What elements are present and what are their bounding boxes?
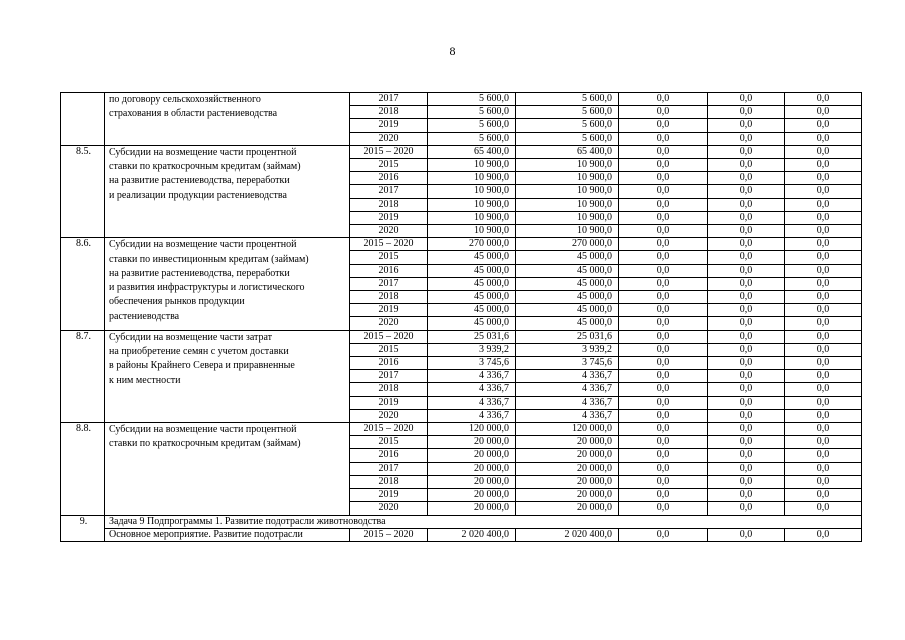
total-cell: 5 600,0 (428, 93, 516, 106)
budget-cell: 2 020 400,0 (516, 528, 619, 541)
total-cell: 20 000,0 (428, 449, 516, 462)
description-line: на развитие растениеводства, переработки (109, 175, 290, 187)
total-cell: 5 600,0 (428, 119, 516, 132)
year-cell: 2016 (350, 357, 428, 370)
budget-cell: 20 000,0 (516, 502, 619, 515)
value-cell: 0,0 (708, 304, 785, 317)
value-cell: 0,0 (619, 291, 708, 304)
year-cell: 2020 (350, 225, 428, 238)
table-row (61, 93, 862, 106)
value-cell: 0,0 (619, 528, 708, 541)
value-cell: 0,0 (785, 225, 862, 238)
year-cell: 2019 (350, 211, 428, 224)
year-cell: 2015 (350, 159, 428, 172)
total-cell: 10 900,0 (428, 159, 516, 172)
value-cell: 0,0 (785, 159, 862, 172)
description-line: Субсидии на возмещение части процентной (109, 424, 297, 436)
year-cell: 2020 (350, 502, 428, 515)
total-cell: 65 400,0 (428, 145, 516, 158)
year-cell: 2015 – 2020 (350, 528, 428, 541)
budget-cell: 10 900,0 (516, 211, 619, 224)
total-cell: 5 600,0 (428, 132, 516, 145)
description-line: и развития инфраструктуры и логистического (109, 282, 305, 294)
item-description: Основное мероприятие. Развитие подотрасли (105, 528, 350, 541)
year-cell: 2019 (350, 396, 428, 409)
value-cell: 0,0 (785, 93, 862, 106)
item-number (61, 93, 105, 146)
value-cell: 0,0 (708, 264, 785, 277)
value-cell: 0,0 (619, 198, 708, 211)
description-line: по договору сельскохозяйственного (109, 94, 261, 105)
description-line: к ним местности (109, 374, 181, 386)
year-cell: 2015 (350, 251, 428, 264)
value-cell: 0,0 (708, 238, 785, 251)
value-cell: 0,0 (785, 489, 862, 502)
value-cell: 0,0 (708, 343, 785, 356)
value-cell: 0,0 (619, 449, 708, 462)
budget-table (60, 92, 862, 542)
year-cell: 2020 (350, 317, 428, 330)
description-line: ставки по краткосрочным кредитам (займам) (109, 438, 301, 450)
value-cell: 0,0 (708, 489, 785, 502)
budget-cell: 65 400,0 (516, 145, 619, 158)
budget-cell: 4 336,7 (516, 409, 619, 422)
value-cell: 0,0 (619, 502, 708, 515)
budget-cell: 5 600,0 (516, 106, 619, 119)
year-cell: 2017 (350, 185, 428, 198)
budget-cell: 4 336,7 (516, 383, 619, 396)
value-cell: 0,0 (785, 106, 862, 119)
value-cell: 0,0 (785, 528, 862, 541)
description-line: на приобретение семян с учетом доставки (109, 345, 289, 357)
budget-cell: 10 900,0 (516, 172, 619, 185)
year-cell: 2015 – 2020 (350, 145, 428, 158)
value-cell: 0,0 (708, 225, 785, 238)
value-cell: 0,0 (785, 211, 862, 224)
value-cell: 0,0 (708, 449, 785, 462)
year-cell: 2019 (350, 119, 428, 132)
item-number: 8.8. (61, 423, 105, 515)
value-cell: 0,0 (785, 409, 862, 422)
total-cell: 45 000,0 (428, 317, 516, 330)
budget-cell: 10 900,0 (516, 198, 619, 211)
task-title: Задача 9 Подпрограммы 1. Развитие подотрасли животноводства (105, 515, 862, 528)
item-description (105, 93, 350, 146)
total-cell: 3 745,6 (428, 357, 516, 370)
total-cell: 45 000,0 (428, 291, 516, 304)
budget-cell: 5 600,0 (516, 93, 619, 106)
total-cell: 2 020 400,0 (428, 528, 516, 541)
value-cell: 0,0 (785, 370, 862, 383)
budget-cell: 10 900,0 (516, 185, 619, 198)
year-cell: 2018 (350, 106, 428, 119)
table-row (61, 145, 862, 158)
budget-cell: 20 000,0 (516, 475, 619, 488)
item-number: 8.6. (61, 238, 105, 330)
year-cell: 2017 (350, 277, 428, 290)
total-cell: 120 000,0 (428, 423, 516, 436)
total-cell: 10 900,0 (428, 198, 516, 211)
description-line: на развитие растениеводства, переработки (109, 267, 290, 279)
description-line: страхования в области растениеводства (109, 108, 278, 120)
description-line: ставки по инвестиционным кредитам (займам) (109, 253, 309, 265)
year-cell: 2017 (350, 462, 428, 475)
value-cell: 0,0 (785, 291, 862, 304)
value-cell: 0,0 (708, 277, 785, 290)
value-cell: 0,0 (785, 502, 862, 515)
value-cell: 0,0 (619, 409, 708, 422)
budget-cell: 20 000,0 (516, 489, 619, 502)
total-cell: 45 000,0 (428, 251, 516, 264)
year-cell: 2019 (350, 304, 428, 317)
budget-cell: 45 000,0 (516, 264, 619, 277)
value-cell: 0,0 (619, 343, 708, 356)
year-cell: 2017 (350, 93, 428, 106)
value-cell: 0,0 (708, 502, 785, 515)
total-cell: 20 000,0 (428, 462, 516, 475)
value-cell: 0,0 (708, 383, 785, 396)
description-line: растениеводства (109, 310, 180, 322)
item-description (105, 423, 350, 515)
value-cell: 0,0 (619, 330, 708, 343)
value-cell: 0,0 (708, 145, 785, 158)
value-cell: 0,0 (619, 396, 708, 409)
year-cell: 2020 (350, 409, 428, 422)
value-cell: 0,0 (785, 330, 862, 343)
value-cell: 0,0 (785, 304, 862, 317)
year-cell: 2020 (350, 132, 428, 145)
value-cell: 0,0 (708, 132, 785, 145)
year-cell: 2018 (350, 291, 428, 304)
total-cell: 10 900,0 (428, 172, 516, 185)
value-cell: 0,0 (708, 396, 785, 409)
year-cell: 2016 (350, 264, 428, 277)
budget-cell: 10 900,0 (516, 159, 619, 172)
year-cell: 2015 (350, 343, 428, 356)
value-cell: 0,0 (708, 172, 785, 185)
value-cell: 0,0 (619, 238, 708, 251)
value-cell: 0,0 (619, 475, 708, 488)
budget-cell: 45 000,0 (516, 317, 619, 330)
value-cell: 0,0 (785, 423, 862, 436)
total-cell: 4 336,7 (428, 370, 516, 383)
value-cell: 0,0 (785, 396, 862, 409)
year-cell: 2018 (350, 198, 428, 211)
total-cell: 4 336,7 (428, 396, 516, 409)
value-cell: 0,0 (708, 93, 785, 106)
value-cell: 0,0 (619, 185, 708, 198)
value-cell: 0,0 (785, 317, 862, 330)
value-cell: 0,0 (708, 436, 785, 449)
value-cell: 0,0 (619, 277, 708, 290)
task-row (61, 515, 862, 528)
total-cell: 10 900,0 (428, 211, 516, 224)
value-cell: 0,0 (619, 251, 708, 264)
value-cell: 0,0 (619, 264, 708, 277)
budget-cell: 45 000,0 (516, 304, 619, 317)
description-line: и реализации продукции растениеводства (109, 189, 287, 201)
total-cell: 270 000,0 (428, 238, 516, 251)
budget-cell: 20 000,0 (516, 449, 619, 462)
value-cell: 0,0 (708, 528, 785, 541)
value-cell: 0,0 (708, 409, 785, 422)
value-cell: 0,0 (619, 370, 708, 383)
total-cell: 25 031,6 (428, 330, 516, 343)
total-cell: 20 000,0 (428, 436, 516, 449)
budget-cell: 20 000,0 (516, 436, 619, 449)
value-cell: 0,0 (785, 238, 862, 251)
value-cell: 0,0 (619, 383, 708, 396)
table-row (61, 238, 862, 251)
value-cell: 0,0 (785, 198, 862, 211)
budget-cell: 4 336,7 (516, 396, 619, 409)
budget-cell: 45 000,0 (516, 291, 619, 304)
value-cell: 0,0 (619, 462, 708, 475)
value-cell: 0,0 (619, 211, 708, 224)
value-cell: 0,0 (708, 475, 785, 488)
value-cell: 0,0 (785, 277, 862, 290)
total-cell: 5 600,0 (428, 106, 516, 119)
value-cell: 0,0 (785, 172, 862, 185)
value-cell: 0,0 (785, 475, 862, 488)
value-cell: 0,0 (619, 317, 708, 330)
budget-cell: 3 745,6 (516, 357, 619, 370)
total-cell: 4 336,7 (428, 409, 516, 422)
description-line: Субсидии на возмещение части затрат (109, 331, 273, 343)
value-cell: 0,0 (785, 119, 862, 132)
value-cell: 0,0 (619, 159, 708, 172)
year-cell: 2019 (350, 489, 428, 502)
year-cell: 2016 (350, 449, 428, 462)
value-cell: 0,0 (619, 93, 708, 106)
description-line: в районы Крайнего Севера и приравненные (109, 360, 295, 372)
value-cell: 0,0 (708, 357, 785, 370)
value-cell: 0,0 (785, 251, 862, 264)
description-line: ставки по краткосрочным кредитам (займам) (109, 161, 301, 173)
value-cell: 0,0 (785, 132, 862, 145)
year-cell: 2018 (350, 475, 428, 488)
total-cell: 3 939,2 (428, 343, 516, 356)
budget-cell: 3 939,2 (516, 343, 619, 356)
description-line: Субсидии на возмещение части процентной (109, 239, 297, 251)
budget-cell: 5 600,0 (516, 119, 619, 132)
value-cell: 0,0 (708, 330, 785, 343)
value-cell: 0,0 (619, 145, 708, 158)
budget-cell: 4 336,7 (516, 370, 619, 383)
value-cell: 0,0 (619, 423, 708, 436)
value-cell: 0,0 (708, 251, 785, 264)
value-cell: 0,0 (785, 357, 862, 370)
budget-cell: 10 900,0 (516, 225, 619, 238)
total-cell: 10 900,0 (428, 225, 516, 238)
value-cell: 0,0 (708, 423, 785, 436)
budget-cell: 5 600,0 (516, 132, 619, 145)
year-cell: 2015 – 2020 (350, 238, 428, 251)
total-cell: 10 900,0 (428, 185, 516, 198)
value-cell: 0,0 (619, 489, 708, 502)
item-description (105, 238, 350, 330)
description-line: Субсидии на возмещение части процентной (109, 146, 297, 158)
year-cell: 2016 (350, 172, 428, 185)
value-cell: 0,0 (785, 462, 862, 475)
value-cell: 0,0 (619, 436, 708, 449)
table-row (61, 330, 862, 343)
budget-cell: 20 000,0 (516, 462, 619, 475)
value-cell: 0,0 (785, 436, 862, 449)
value-cell: 0,0 (708, 119, 785, 132)
item-number: 8.7. (61, 330, 105, 422)
year-cell: 2015 (350, 436, 428, 449)
year-cell: 2017 (350, 370, 428, 383)
value-cell: 0,0 (708, 317, 785, 330)
page-number: 8 (449, 44, 456, 58)
value-cell: 0,0 (619, 119, 708, 132)
value-cell: 0,0 (708, 291, 785, 304)
value-cell: 0,0 (619, 304, 708, 317)
value-cell: 0,0 (785, 343, 862, 356)
year-cell: 2015 – 2020 (350, 330, 428, 343)
value-cell: 0,0 (619, 225, 708, 238)
value-cell: 0,0 (785, 383, 862, 396)
value-cell: 0,0 (785, 185, 862, 198)
value-cell: 0,0 (708, 462, 785, 475)
total-cell: 20 000,0 (428, 475, 516, 488)
total-cell: 45 000,0 (428, 277, 516, 290)
value-cell: 0,0 (619, 172, 708, 185)
value-cell: 0,0 (708, 185, 785, 198)
budget-cell: 45 000,0 (516, 251, 619, 264)
total-cell: 45 000,0 (428, 264, 516, 277)
total-cell: 20 000,0 (428, 502, 516, 515)
value-cell: 0,0 (619, 357, 708, 370)
value-cell: 0,0 (619, 106, 708, 119)
item-number: 9. (61, 515, 105, 541)
budget-cell: 270 000,0 (516, 238, 619, 251)
description-line: обеспечения рынков продукции (109, 296, 245, 308)
item-description (105, 145, 350, 237)
total-cell: 4 336,7 (428, 383, 516, 396)
table-row (61, 528, 862, 541)
value-cell: 0,0 (708, 106, 785, 119)
total-cell: 20 000,0 (428, 489, 516, 502)
budget-cell: 45 000,0 (516, 277, 619, 290)
budget-cell: 25 031,6 (516, 330, 619, 343)
item-number: 8.5. (61, 145, 105, 237)
value-cell: 0,0 (785, 145, 862, 158)
year-cell: 2015 – 2020 (350, 423, 428, 436)
value-cell: 0,0 (785, 264, 862, 277)
value-cell: 0,0 (708, 211, 785, 224)
table-row (61, 423, 862, 436)
year-cell: 2018 (350, 383, 428, 396)
value-cell: 0,0 (619, 132, 708, 145)
value-cell: 0,0 (708, 370, 785, 383)
item-description (105, 330, 350, 422)
total-cell: 45 000,0 (428, 304, 516, 317)
value-cell: 0,0 (708, 198, 785, 211)
value-cell: 0,0 (708, 159, 785, 172)
budget-cell: 120 000,0 (516, 423, 619, 436)
value-cell: 0,0 (785, 449, 862, 462)
